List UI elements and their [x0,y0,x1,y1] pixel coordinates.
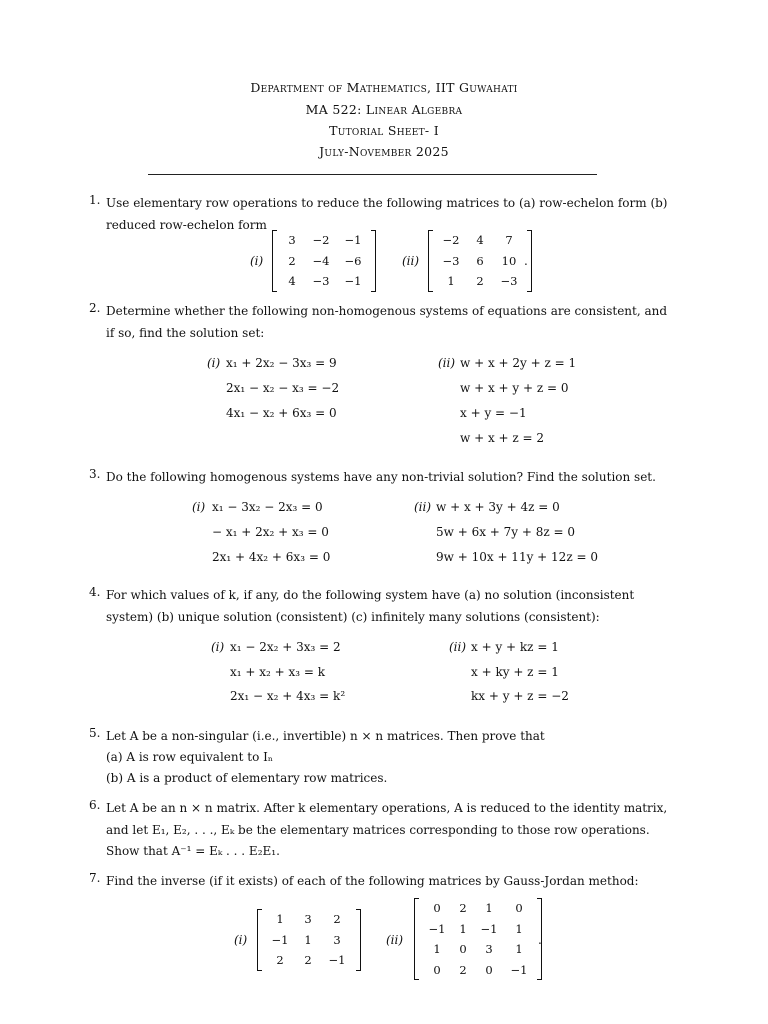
question-number: 6. [89,798,101,812]
equation: w + x + z = 2 [460,431,545,445]
matrix-entry: −1 [344,274,362,289]
department-title: Department of Mathematics, IIT Guwahati [250,80,518,95]
matrix-entry: 3 [333,932,341,947]
matrix-entry: 1 [515,942,523,956]
matrix-entry: 3 [485,942,493,956]
equation: 2x₁ − x₂ − x₃ = −2 [226,381,340,395]
part-label: (ii) [386,933,404,947]
matrix-entry: −3 [500,274,518,289]
question-text: For which values of k, if any, do the following system have (a) no solution (inconsistent system) (b) unique solution (consistent) (c) infinitely many solutions (consistent): [106,588,635,624]
matrix-grid [277,230,371,292]
matrix-entry: 2 [333,912,341,927]
equation: x₁ + 2x₂ − 3x₃ = 9 [226,356,337,370]
equation: 4x₁ − x₂ + 6x₃ = 0 [226,406,337,420]
list-item: (b) A is a product of elementary row matrices. [106,771,388,785]
matrix-entry: 7 [505,233,513,248]
matrix-entry: 1 [485,901,493,915]
matrix [272,230,376,292]
question-number: 7. [89,871,101,885]
matrix [414,898,542,980]
matrix-entry: −1 [344,233,362,248]
matrix-entry: 2 [476,274,484,289]
matrix-entry: 3 [288,233,296,248]
matrix-entry: −3 [312,274,330,289]
matrix-entry: 0 [515,901,523,915]
question-text: Do the following homogenous systems have any non-trivial solution? Find the solution set. [106,470,656,484]
matrix-entry: 6 [476,253,484,268]
question-text: Determine whether the following non-homogenous systems of equations are consistent, and if so, find the solution set: [106,304,668,340]
matrix-entry: −1 [271,932,289,947]
matrix-grid [433,230,527,292]
equation: 5w + 6x + 7y + 8z = 0 [436,525,576,539]
matrix-entry: −1 [510,962,528,977]
equation: x₁ + x₂ + x₃ = k [230,665,326,679]
matrix-entry: −3 [442,253,460,268]
equation: w + x + y + z = 0 [460,381,569,395]
part-label: (i) [192,500,206,514]
matrix-entry: −6 [344,253,362,268]
matrix [428,230,532,292]
part-label: (ii) [402,254,420,268]
equation: w + x + 3y + 4z = 0 [436,500,560,514]
matrix-entry: −1 [328,953,346,968]
part-label: (ii) [414,500,432,514]
matrix-entry: 4 [476,233,484,248]
matrix-entry: −2 [442,233,460,248]
equation: kx + y + z = −2 [471,689,569,703]
list-item: (a) A is row equivalent to Iₙ [106,750,274,764]
part-label: (i) [211,640,225,654]
matrix-grid [419,898,537,980]
matrix-entry: −4 [312,253,330,268]
matrix [257,909,361,971]
part-label: (i) [207,356,221,370]
equation: x + y + kz = 1 [471,640,559,654]
matrix-entry: 2 [288,253,296,268]
course-title: MA 522: Linear Algebra [305,102,463,117]
part-label: (ii) [438,356,456,370]
part-label: (i) [250,254,264,268]
equation: x₁ − 3x₂ − 2x₃ = 0 [212,500,323,514]
sheet-title: Tutorial Sheet- I [329,123,439,138]
matrix-right-bracket [371,230,376,292]
matrix-entry: 1 [459,921,467,936]
matrix-entry: 1 [276,912,284,927]
matrix-entry: 1 [515,921,523,936]
matrix-entry: −1 [480,921,498,936]
equation: w + x + 2y + z = 1 [460,356,577,370]
matrix-entry: 2 [459,962,467,977]
matrix-entry: 1 [304,932,312,947]
question-number: 4. [89,585,101,599]
matrix-entry: 10 [501,253,517,268]
equation: 9w + 10x + 11y + 12z = 0 [436,550,598,564]
part-label: (i) [234,933,248,947]
matrix-grid [262,909,356,971]
period: . [538,933,542,947]
equation: − x₁ + 2x₂ + x₃ = 0 [212,525,329,539]
question-text: Find the inverse (if it exists) of each of the following matrices by Gauss-Jordan method: [106,874,639,888]
matrix-entry: 1 [447,274,455,289]
equation: x₁ − 2x₂ + 3x₃ = 2 [230,640,341,654]
part-label: (ii) [449,640,467,654]
matrix-entry: 0 [433,962,441,977]
question-text: Let A be an n × n matrix. After k elementary operations, A is reduced to the identity matrix, and let E₁, E₂, . . ., Eₖ be the elementary matrices corresponding to those row operations. Show that A⁻¹ = Eₖ . . . E₂E₁. [106,801,668,858]
matrix-entry: 4 [288,274,296,289]
equation: 2x₁ + 4x₂ + 6x₃ = 0 [212,550,331,564]
matrix-entry: 2 [304,953,312,968]
question-number: 5. [89,726,101,740]
equation: x + y = −1 [460,406,527,420]
question-number: 3. [89,467,101,481]
session-title: July-November 2025 [319,144,449,159]
matrix-entry: −2 [312,233,330,248]
matrix-entry: −1 [428,921,446,936]
question-number: 1. [89,193,101,207]
equation: x + ky + z = 1 [471,665,559,679]
matrix-entry: 0 [433,901,441,915]
header-divider [148,174,597,175]
matrix-entry: 1 [433,942,441,956]
period: . [524,254,528,268]
matrix-entry: 0 [485,962,493,977]
equation: 2x₁ − x₂ + 4x₃ = k² [230,689,346,703]
matrix-entry: 0 [459,942,467,956]
matrix-entry: 3 [304,912,312,927]
matrix-right-bracket [356,909,361,971]
question-number: 2. [89,301,101,315]
matrix-entry: 2 [276,953,284,968]
question-text: Let A be a non-singular (i.e., invertible) n × n matrices. Then prove that [106,729,545,743]
question-text: Use elementary row operations to reduce the following matrices to (a) row-echelon form (b) reduced row-echelon form [106,196,668,232]
matrix-entry: 2 [459,901,467,915]
